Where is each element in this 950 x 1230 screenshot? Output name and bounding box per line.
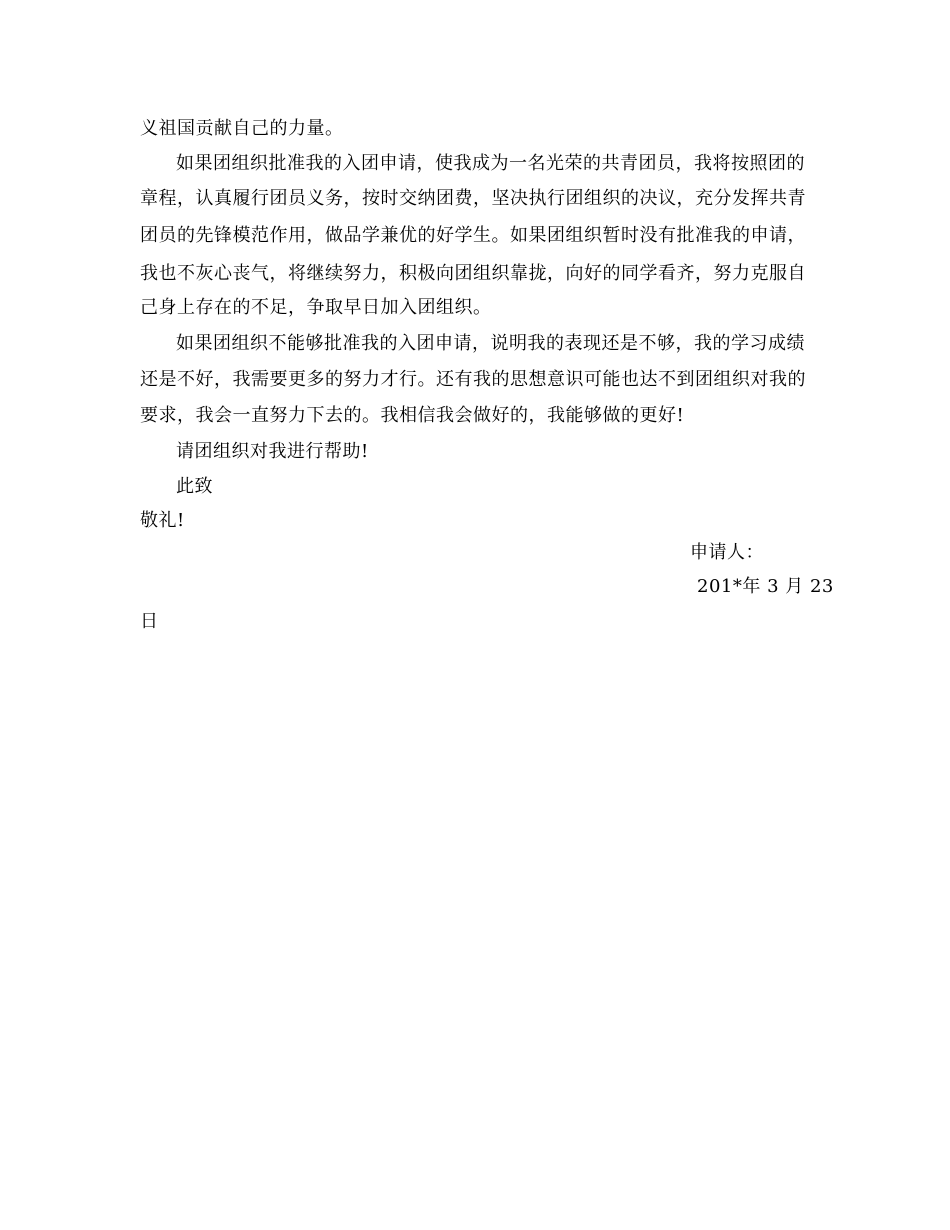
paragraph-line: 己身上存在的不足，争取早日加入团组织。 [140, 297, 492, 318]
date-line: 201*年 3 月 23 [697, 576, 834, 597]
paragraph-line: 团员的先锋模范作用，做品学兼优的好学生。如果团组织暂时没有批准我的申请， [140, 225, 806, 246]
applicant-label: 申请人： [690, 542, 764, 563]
closing-regards: 敬礼! [140, 510, 185, 531]
paragraph-line: 义祖国贡献自己的力量。 [140, 118, 344, 139]
paragraph-line: 要求，我会一直努力下去的。我相信我会做好的，我能够做的更好! [140, 405, 685, 426]
paragraph-line: 如果团组织不能够批准我的入团申请，说明我的表现还是不够，我的学习成绩 [176, 333, 805, 354]
paragraph-line: 章程，认真履行团员义务，按时交纳团费，坚决执行团组织的决议，充分发挥共青 [140, 188, 806, 209]
paragraph-line: 我也不灰心丧气，将继续努力，积极向团组织靠拢，向好的同学看齐，努力克服自 [140, 263, 806, 284]
date-line-continuation: 日 [140, 611, 159, 632]
closing-salutation: 此致 [176, 476, 213, 497]
closing-request: 请团组织对我进行帮助! [176, 441, 369, 462]
paragraph-line: 还是不好，我需要更多的努力才行。还有我的思想意识可能也达不到团组织对我的 [140, 369, 806, 390]
paragraph-line: 如果团组织批准我的入团申请，使我成为一名光荣的共青团员，我将按照团的 [176, 153, 805, 174]
